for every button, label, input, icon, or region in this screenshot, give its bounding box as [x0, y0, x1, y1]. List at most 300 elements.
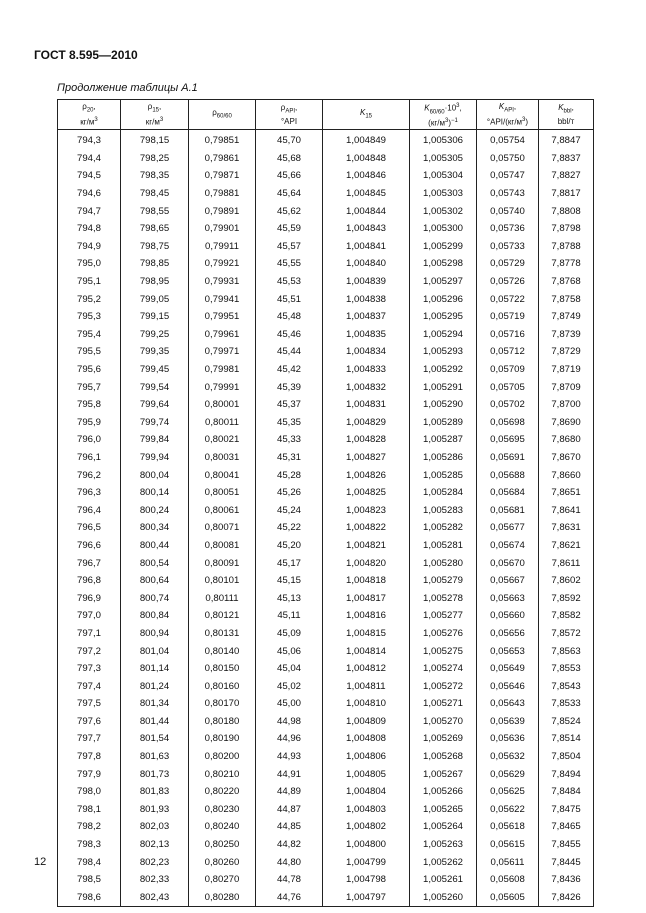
table-cell: 0,79981	[189, 361, 256, 379]
table-cell: 0,79961	[189, 326, 256, 344]
table-cell: 45,70	[256, 130, 323, 150]
table-cell: 45,62	[256, 202, 323, 220]
table-cell: 1,004827	[323, 449, 410, 467]
table-cell: 44,82	[256, 836, 323, 854]
table-cell: 0,80021	[189, 431, 256, 449]
table-cell: 44,87	[256, 801, 323, 819]
table-cell: 0,05726	[477, 273, 539, 291]
table-cell: 1,004810	[323, 695, 410, 713]
table-cell: 799,15	[121, 308, 189, 326]
table-cell: 45,37	[256, 396, 323, 414]
table-cell: 1,005263	[410, 836, 477, 854]
table-cell: 0,05622	[477, 801, 539, 819]
table-cell: 794,7	[58, 202, 121, 220]
table-cell: 45,26	[256, 484, 323, 502]
table-cell: 45,55	[256, 255, 323, 273]
table-cell: 7,8592	[539, 589, 594, 607]
table-cell: 1,005287	[410, 431, 477, 449]
table-cell: 1,005272	[410, 677, 477, 695]
table-cell: 0,05632	[477, 748, 539, 766]
table-cell: 795,2	[58, 290, 121, 308]
col-header-k15: $K_{15}$	[323, 100, 410, 130]
table-row	[58, 677, 594, 695]
table-cell: 801,34	[121, 695, 189, 713]
table-cell: 1,004837	[323, 308, 410, 326]
table-cell: 795,1	[58, 273, 121, 291]
table-cell: 1,004816	[323, 607, 410, 625]
col-header-rho6060: $\rho_{60/60}$	[189, 100, 256, 130]
table-cell: 45,48	[256, 308, 323, 326]
table-cell: 7,8660	[539, 466, 594, 484]
table-cell: 1,005276	[410, 625, 477, 643]
table-cell: 1,004803	[323, 801, 410, 819]
table-cell: 7,8533	[539, 695, 594, 713]
table-cell: 0,80051	[189, 484, 256, 502]
table-cell: 0,05705	[477, 378, 539, 396]
table-cell: 1,004814	[323, 642, 410, 660]
table-cell: 0,05688	[477, 466, 539, 484]
table-cell: 0,05691	[477, 449, 539, 467]
table-cell: 794,5	[58, 167, 121, 185]
table-cell: 7,8641	[539, 501, 594, 519]
table-cell: 1,005280	[410, 554, 477, 572]
table-cell: 0,05667	[477, 572, 539, 590]
table-cell: 1,004831	[323, 396, 410, 414]
table-cell: 800,34	[121, 519, 189, 537]
table-cell: 0,05747	[477, 167, 539, 185]
table-cell: 797,6	[58, 713, 121, 731]
table-cell: 7,8524	[539, 713, 594, 731]
table-cell: 1,004826	[323, 466, 410, 484]
table-cell: 1,005262	[410, 853, 477, 871]
table-cell: 796,7	[58, 554, 121, 572]
table-cell: 0,80121	[189, 607, 256, 625]
table-cell: 0,05611	[477, 853, 539, 871]
table-cell: 801,73	[121, 765, 189, 783]
table-cell: 1,004832	[323, 378, 410, 396]
table-cell: 7,8602	[539, 572, 594, 590]
table-cell: 802,33	[121, 871, 189, 889]
table-cell: 1,005289	[410, 414, 477, 432]
table-row	[58, 484, 594, 502]
table-cell: 1,004802	[323, 818, 410, 836]
table-cell: 0,80041	[189, 466, 256, 484]
table-cell: 7,8709	[539, 378, 594, 396]
table-row	[58, 202, 594, 220]
table-cell: 45,57	[256, 238, 323, 256]
table-cell: 0,05639	[477, 713, 539, 731]
table-row	[58, 150, 594, 168]
table-cell: 7,8768	[539, 273, 594, 291]
table-cell: 0,79871	[189, 167, 256, 185]
table-cell: 0,79851	[189, 130, 256, 150]
table-cell: 797,4	[58, 677, 121, 695]
table-cell: 7,8808	[539, 202, 594, 220]
table-cell: 798,75	[121, 238, 189, 256]
table-cell: 7,8543	[539, 677, 594, 695]
table-cell: 796,2	[58, 466, 121, 484]
table-cell: 45,31	[256, 449, 323, 467]
table-cell: 1,004806	[323, 748, 410, 766]
table-cell: 45,66	[256, 167, 323, 185]
table-cell: 1,005261	[410, 871, 477, 889]
table-cell: 7,8572	[539, 625, 594, 643]
table-cell: 44,89	[256, 783, 323, 801]
table-cell: 7,8788	[539, 238, 594, 256]
table-row	[58, 220, 594, 238]
table-cell: 0,05646	[477, 677, 539, 695]
table-row	[58, 625, 594, 643]
table-cell: 1,005300	[410, 220, 477, 238]
table-cell: 0,80270	[189, 871, 256, 889]
data-table	[57, 99, 594, 907]
table-cell: 0,79861	[189, 150, 256, 168]
table-cell: 0,80111	[189, 589, 256, 607]
table-cell: 800,04	[121, 466, 189, 484]
table-cell: 45,15	[256, 572, 323, 590]
table-cell: 0,80170	[189, 695, 256, 713]
table-cell: 1,004829	[323, 414, 410, 432]
table-row	[58, 238, 594, 256]
table-cell: 7,8504	[539, 748, 594, 766]
table-row	[58, 642, 594, 660]
table-cell: 801,54	[121, 730, 189, 748]
table-cell: 7,8631	[539, 519, 594, 537]
table-row	[58, 607, 594, 625]
table-cell: 45,44	[256, 343, 323, 361]
table-cell: 7,8445	[539, 853, 594, 871]
table-cell: 1,004833	[323, 361, 410, 379]
table-row	[58, 326, 594, 344]
table-row	[58, 449, 594, 467]
document-id: ГОСТ 8.595—2010	[34, 48, 138, 62]
table-cell: 1,004797	[323, 889, 410, 907]
table-cell: 45,59	[256, 220, 323, 238]
table-cell: 797,7	[58, 730, 121, 748]
table-cell: 45,53	[256, 273, 323, 291]
table-cell: 1,004799	[323, 853, 410, 871]
table-cell: 7,8729	[539, 343, 594, 361]
table-cell: 0,05663	[477, 589, 539, 607]
table-cell: 0,79891	[189, 202, 256, 220]
table-cell: 801,63	[121, 748, 189, 766]
table-cell: 7,8719	[539, 361, 594, 379]
table-cell: 800,84	[121, 607, 189, 625]
table-cell: 0,79881	[189, 185, 256, 203]
table-cell: 798,4	[58, 853, 121, 871]
table-cell: 0,05625	[477, 783, 539, 801]
table-cell: 799,05	[121, 290, 189, 308]
table-cell: 795,4	[58, 326, 121, 344]
table-cell: 1,004828	[323, 431, 410, 449]
table-cell: 7,8426	[539, 889, 594, 907]
table-cell: 0,05729	[477, 255, 539, 273]
table-row	[58, 361, 594, 379]
table-cell: 802,43	[121, 889, 189, 907]
table-row	[58, 308, 594, 326]
table-cell: 7,8475	[539, 801, 594, 819]
page-number: 12	[34, 856, 47, 868]
table-cell: 45,33	[256, 431, 323, 449]
table-cell: 45,20	[256, 537, 323, 555]
table-cell: 45,35	[256, 414, 323, 432]
table-row	[58, 589, 594, 607]
table-row	[58, 660, 594, 678]
table-cell: 1,005283	[410, 501, 477, 519]
table-cell: 798,55	[121, 202, 189, 220]
table-cell: 0,05733	[477, 238, 539, 256]
table-cell: 1,005264	[410, 818, 477, 836]
table-cell: 799,84	[121, 431, 189, 449]
table-cell: 1,005293	[410, 343, 477, 361]
table-cell: 798,5	[58, 871, 121, 889]
table-cell: 0,05677	[477, 519, 539, 537]
table-cell: 796,6	[58, 537, 121, 555]
table-cell: 1,005279	[410, 572, 477, 590]
table-cell: 1,005260	[410, 889, 477, 907]
table-cell: 0,05716	[477, 326, 539, 344]
table-cell: 794,3	[58, 130, 121, 150]
table-cell: 1,005299	[410, 238, 477, 256]
table-cell: 45,24	[256, 501, 323, 519]
table-cell: 801,14	[121, 660, 189, 678]
table-cell: 1,004809	[323, 713, 410, 731]
table-cell: 1,005290	[410, 396, 477, 414]
table-cell: 0,79971	[189, 343, 256, 361]
table-cell: 0,05605	[477, 889, 539, 907]
table-cell: 796,1	[58, 449, 121, 467]
table-cell: 1,004845	[323, 185, 410, 203]
table-cell: 45,00	[256, 695, 323, 713]
table-cell: 7,8739	[539, 326, 594, 344]
table-cell: 794,8	[58, 220, 121, 238]
table-cell: 44,96	[256, 730, 323, 748]
table-cell: 802,03	[121, 818, 189, 836]
table-cell: 44,91	[256, 765, 323, 783]
table-row	[58, 765, 594, 783]
table-cell: 0,80200	[189, 748, 256, 766]
table-cell: 0,05681	[477, 501, 539, 519]
table-body	[58, 130, 594, 907]
table-cell: 0,05722	[477, 290, 539, 308]
table-cell: 1,005297	[410, 273, 477, 291]
table-cell: 1,005302	[410, 202, 477, 220]
table-cell: 1,005304	[410, 167, 477, 185]
table-row	[58, 185, 594, 203]
table-cell: 1,005275	[410, 642, 477, 660]
table-cell: 798,45	[121, 185, 189, 203]
table-cell: 0,80160	[189, 677, 256, 695]
table-row	[58, 431, 594, 449]
table-cell: 0,05743	[477, 185, 539, 203]
table-cell: 1,005294	[410, 326, 477, 344]
table-caption: Продолжение таблицы А.1	[57, 82, 198, 94]
table-cell: 1,005268	[410, 748, 477, 766]
table-cell: 796,8	[58, 572, 121, 590]
table-cell: 0,05660	[477, 607, 539, 625]
table-cell: 797,0	[58, 607, 121, 625]
table-row	[58, 748, 594, 766]
table-row	[58, 713, 594, 731]
table-cell: 0,05702	[477, 396, 539, 414]
table-cell: 7,8827	[539, 167, 594, 185]
table-cell: 7,8621	[539, 537, 594, 555]
table-cell: 1,005282	[410, 519, 477, 537]
table-cell: 798,2	[58, 818, 121, 836]
table-cell: 795,9	[58, 414, 121, 432]
table-cell: 7,8680	[539, 431, 594, 449]
table-cell: 0,05656	[477, 625, 539, 643]
table-cell: 795,3	[58, 308, 121, 326]
table-row	[58, 255, 594, 273]
table-cell: 798,85	[121, 255, 189, 273]
table-cell: 1,004817	[323, 589, 410, 607]
table-cell: 794,9	[58, 238, 121, 256]
table-cell: 800,74	[121, 589, 189, 607]
table-cell: 0,05615	[477, 836, 539, 854]
table-cell: 0,80091	[189, 554, 256, 572]
table-cell: 44,76	[256, 889, 323, 907]
table-cell: 1,004840	[323, 255, 410, 273]
table-cell: 798,95	[121, 273, 189, 291]
table-cell: 0,80101	[189, 572, 256, 590]
table-cell: 7,8690	[539, 414, 594, 432]
table-cell: 798,6	[58, 889, 121, 907]
table-cell: 0,79941	[189, 290, 256, 308]
table-cell: 45,09	[256, 625, 323, 643]
table-cell: 7,8553	[539, 660, 594, 678]
table-cell: 0,80220	[189, 783, 256, 801]
table-cell: 796,4	[58, 501, 121, 519]
table-cell: 7,8847	[539, 130, 594, 150]
table-cell: 1,004808	[323, 730, 410, 748]
table-cell: 1,004821	[323, 537, 410, 555]
table-cell: 798,1	[58, 801, 121, 819]
table-cell: 1,004834	[323, 343, 410, 361]
table-cell: 0,80190	[189, 730, 256, 748]
table-row	[58, 466, 594, 484]
table-cell: 0,80131	[189, 625, 256, 643]
table-cell: 1,004846	[323, 167, 410, 185]
table-cell: 1,004820	[323, 554, 410, 572]
col-header-k6060: $K_{60/60}\cdot 10^3$, $(кг/м^3)^{-1}$	[410, 100, 477, 130]
table-cell: 795,8	[58, 396, 121, 414]
table-cell: 800,24	[121, 501, 189, 519]
table-cell: 0,80061	[189, 501, 256, 519]
table-cell: 798,65	[121, 220, 189, 238]
table-cell: 0,05736	[477, 220, 539, 238]
table-cell: 44,80	[256, 853, 323, 871]
table-cell: 1,005292	[410, 361, 477, 379]
table-cell: 7,8563	[539, 642, 594, 660]
table-row	[58, 783, 594, 801]
table-cell: 1,005281	[410, 537, 477, 555]
table-cell: 0,05719	[477, 308, 539, 326]
table-cell: 796,9	[58, 589, 121, 607]
table-cell: 1,005306	[410, 130, 477, 150]
table-cell: 1,004811	[323, 677, 410, 695]
table-cell: 1,005278	[410, 589, 477, 607]
table-cell: 800,44	[121, 537, 189, 555]
table-cell: 0,05629	[477, 765, 539, 783]
table-cell: 1,005298	[410, 255, 477, 273]
table-cell: 1,004818	[323, 572, 410, 590]
table-cell: 798,35	[121, 167, 189, 185]
table-cell: 801,83	[121, 783, 189, 801]
table-cell: 0,05712	[477, 343, 539, 361]
table-cell: 1,005277	[410, 607, 477, 625]
table-cell: 7,8837	[539, 150, 594, 168]
table-row	[58, 273, 594, 291]
table-cell: 0,80280	[189, 889, 256, 907]
table-cell: 1,005266	[410, 783, 477, 801]
table-cell: 1,004815	[323, 625, 410, 643]
table-cell: 7,8436	[539, 871, 594, 889]
table-cell: 0,79951	[189, 308, 256, 326]
table-cell: 1,004849	[323, 130, 410, 150]
table-cell: 1,004822	[323, 519, 410, 537]
table-cell: 796,3	[58, 484, 121, 502]
table-cell: 799,35	[121, 343, 189, 361]
table-cell: 800,94	[121, 625, 189, 643]
table-cell: 0,05695	[477, 431, 539, 449]
table-cell: 1,004798	[323, 871, 410, 889]
table-cell: 0,79901	[189, 220, 256, 238]
table-cell: 45,22	[256, 519, 323, 537]
table-cell: 799,74	[121, 414, 189, 432]
table-cell: 7,8484	[539, 783, 594, 801]
table-cell: 0,05754	[477, 130, 539, 150]
table-row	[58, 818, 594, 836]
table-cell: 0,80210	[189, 765, 256, 783]
table-cell: 45,42	[256, 361, 323, 379]
table-cell: 0,80071	[189, 519, 256, 537]
table-cell: 796,5	[58, 519, 121, 537]
table-cell: 7,8465	[539, 818, 594, 836]
table-cell: 44,78	[256, 871, 323, 889]
table-cell: 0,79991	[189, 378, 256, 396]
table-cell: 0,05670	[477, 554, 539, 572]
table-row	[58, 378, 594, 396]
table-cell: 1,005267	[410, 765, 477, 783]
table-cell: 795,7	[58, 378, 121, 396]
table-cell: 800,54	[121, 554, 189, 572]
table-cell: 44,93	[256, 748, 323, 766]
table-cell: 7,8758	[539, 290, 594, 308]
table-cell: 0,05608	[477, 871, 539, 889]
table-cell: 7,8670	[539, 449, 594, 467]
table-cell: 798,15	[121, 130, 189, 150]
table-cell: 45,13	[256, 589, 323, 607]
table-cell: 0,05618	[477, 818, 539, 836]
table-cell: 1,004825	[323, 484, 410, 502]
table-cell: 799,45	[121, 361, 189, 379]
table-cell: 1,005271	[410, 695, 477, 713]
table-cell: 7,8651	[539, 484, 594, 502]
table-row	[58, 414, 594, 432]
col-header-kapi: $K_{API}$, $^\circ API/(кг/м^3)$	[477, 100, 539, 130]
table-row	[58, 853, 594, 871]
table-cell: 1,004841	[323, 238, 410, 256]
table-cell: 0,05740	[477, 202, 539, 220]
table-cell: 0,80011	[189, 414, 256, 432]
table-cell: 44,98	[256, 713, 323, 731]
table-cell: 801,24	[121, 677, 189, 695]
table-cell: 7,8778	[539, 255, 594, 273]
table-cell: 800,14	[121, 484, 189, 502]
table-cell: 7,8700	[539, 396, 594, 414]
table-cell: 1,004804	[323, 783, 410, 801]
